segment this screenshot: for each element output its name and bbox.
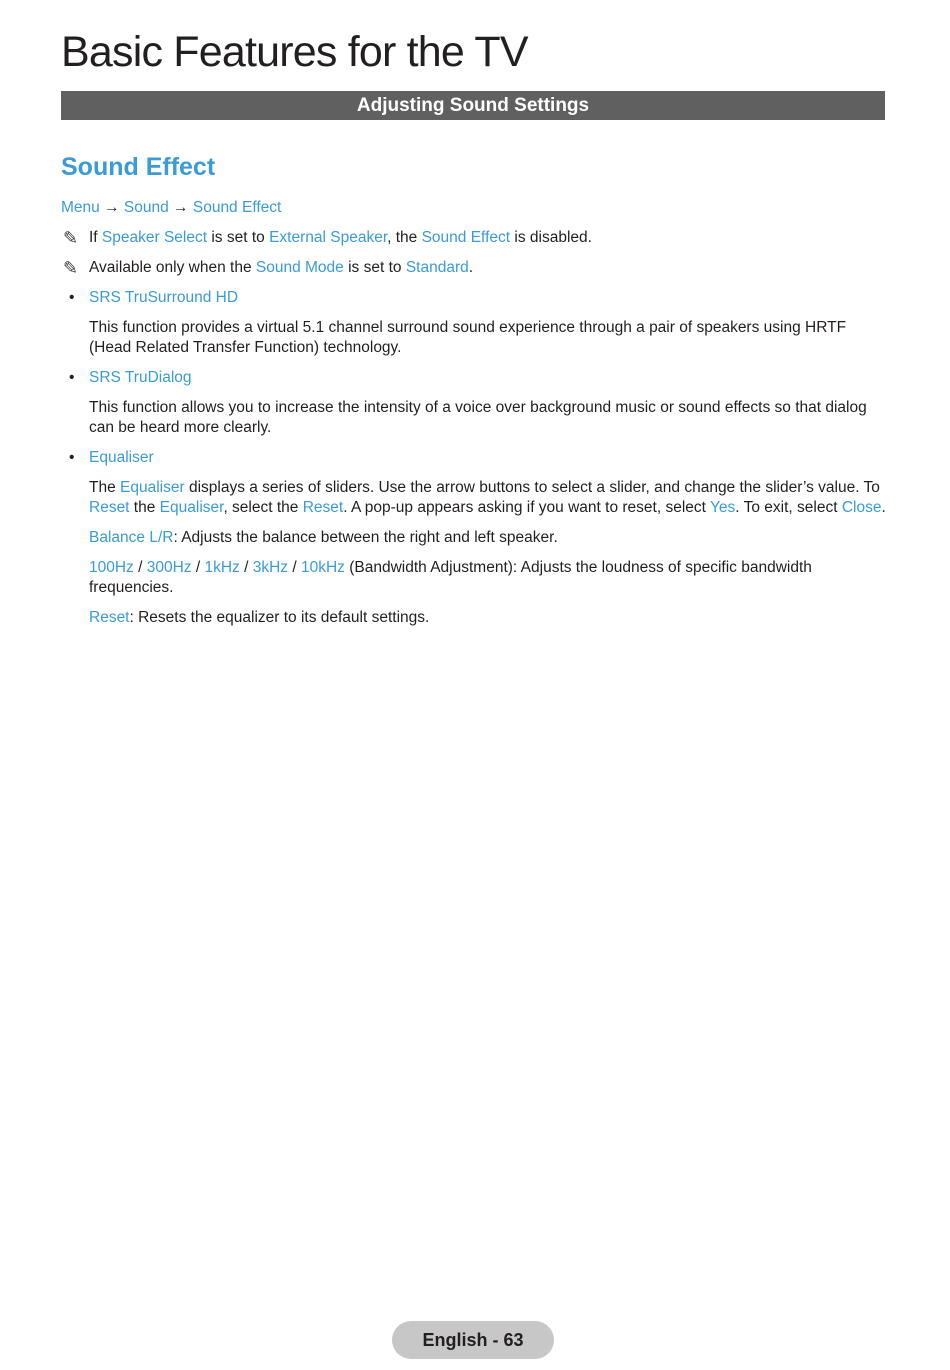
bandwidth-description bbox=[61, 558, 885, 598]
description-line: This function allows you to increase the intensity of a voice over background music or sound effects so that dialog bbox=[89, 399, 867, 416]
desc-text: the bbox=[129, 499, 160, 516]
bullet-srs-trusurround bbox=[61, 288, 885, 308]
note-speaker-select bbox=[61, 228, 885, 248]
description-line: (Head Related Transfer Function) technology. bbox=[89, 339, 402, 356]
note-term: External Speaker bbox=[269, 229, 388, 246]
note-term: Sound Effect bbox=[421, 229, 511, 246]
breadcrumb-sound: Sound bbox=[123, 199, 169, 216]
band-separator: / bbox=[133, 559, 147, 576]
note-sound-mode bbox=[61, 258, 885, 278]
desc-term: Close bbox=[841, 499, 882, 516]
bullet-equaliser bbox=[61, 448, 885, 468]
note-term: Sound Mode bbox=[255, 259, 344, 276]
desc-text: . bbox=[881, 499, 886, 516]
desc-text: : Resets the equalizer to its default settings. bbox=[129, 609, 430, 626]
desc-term: Balance L/R bbox=[89, 529, 174, 546]
equaliser-description bbox=[61, 478, 885, 518]
description-line: This function provides a virtual 5.1 channel surround sound experience through a pair of speakers using HRTF bbox=[89, 319, 847, 336]
desc-text: : Adjusts the balance between the right and left speaker. bbox=[173, 529, 558, 546]
band-separator: / bbox=[239, 559, 253, 576]
desc-term: Equaliser bbox=[120, 479, 185, 496]
band-separator: / bbox=[288, 559, 301, 576]
desc-text: frequencies. bbox=[89, 579, 174, 596]
note-text: is set to bbox=[343, 259, 406, 276]
desc-term: Reset bbox=[89, 499, 130, 516]
band-term: 3kHz bbox=[252, 559, 289, 576]
section-header-bar: Adjusting Sound Settings bbox=[61, 91, 885, 120]
band-term: 100Hz bbox=[89, 559, 134, 576]
note-text: Available only when the bbox=[89, 259, 256, 276]
desc-text: displays a series of sliders. Use the arrow buttons to select a slider, and change the slider’s value. To bbox=[184, 479, 880, 496]
reset-description bbox=[61, 608, 885, 628]
note-term: Speaker Select bbox=[101, 229, 208, 246]
breadcrumb-arrow: → bbox=[99, 199, 124, 216]
desc-text: , select the bbox=[223, 499, 303, 516]
breadcrumb-arrow: → bbox=[168, 199, 193, 216]
balance-description bbox=[61, 528, 885, 548]
menu-path-breadcrumb bbox=[61, 198, 885, 218]
desc-term: Yes bbox=[709, 499, 736, 516]
pencil-note-icon: ✎ bbox=[63, 258, 79, 278]
bullet-title: SRS TruSurround HD bbox=[89, 289, 239, 306]
note-text: is set to bbox=[207, 229, 270, 246]
breadcrumb-sound-effect: Sound Effect bbox=[192, 199, 282, 216]
desc-term: Reset bbox=[89, 609, 130, 626]
desc-term: Reset bbox=[302, 499, 344, 516]
section-subheading: Sound Effect bbox=[61, 153, 216, 181]
breadcrumb-menu: Menu bbox=[61, 199, 100, 216]
band-term: 300Hz bbox=[146, 559, 192, 576]
note-term: Standard bbox=[405, 259, 469, 276]
bullet-title: Equaliser bbox=[89, 449, 154, 466]
description-line: can be heard more clearly. bbox=[89, 419, 272, 436]
bullet-dot: • bbox=[69, 449, 75, 466]
band-term: 1kHz bbox=[204, 559, 240, 576]
band-term: 10kHz bbox=[300, 559, 345, 576]
note-text: If bbox=[89, 229, 102, 246]
bullet-dot: • bbox=[69, 369, 75, 386]
desc-text: (Bandwidth Adjustment): Adjusts the loudness of specific bandwidth bbox=[344, 559, 812, 576]
content-body bbox=[61, 198, 885, 638]
desc-text: . A pop-up appears asking if you want to reset, select bbox=[343, 499, 710, 516]
desc-text: . To exit, select bbox=[735, 499, 842, 516]
pencil-note-icon: ✎ bbox=[63, 228, 79, 248]
note-text: is disabled. bbox=[510, 229, 592, 246]
trusurround-description bbox=[61, 318, 885, 358]
bullet-dot: • bbox=[69, 289, 75, 306]
desc-text: The bbox=[89, 479, 121, 496]
band-separator: / bbox=[191, 559, 205, 576]
note-text: , the bbox=[387, 229, 422, 246]
bullet-srs-trudialog bbox=[61, 368, 885, 388]
note-text: . bbox=[468, 259, 474, 276]
page-title: Basic Features for the TV bbox=[61, 28, 528, 76]
trudialog-description bbox=[61, 398, 885, 438]
bullet-title: SRS TruDialog bbox=[89, 369, 192, 386]
desc-term: Equaliser bbox=[159, 499, 224, 516]
page-number-badge: English - 63 bbox=[392, 1321, 554, 1359]
